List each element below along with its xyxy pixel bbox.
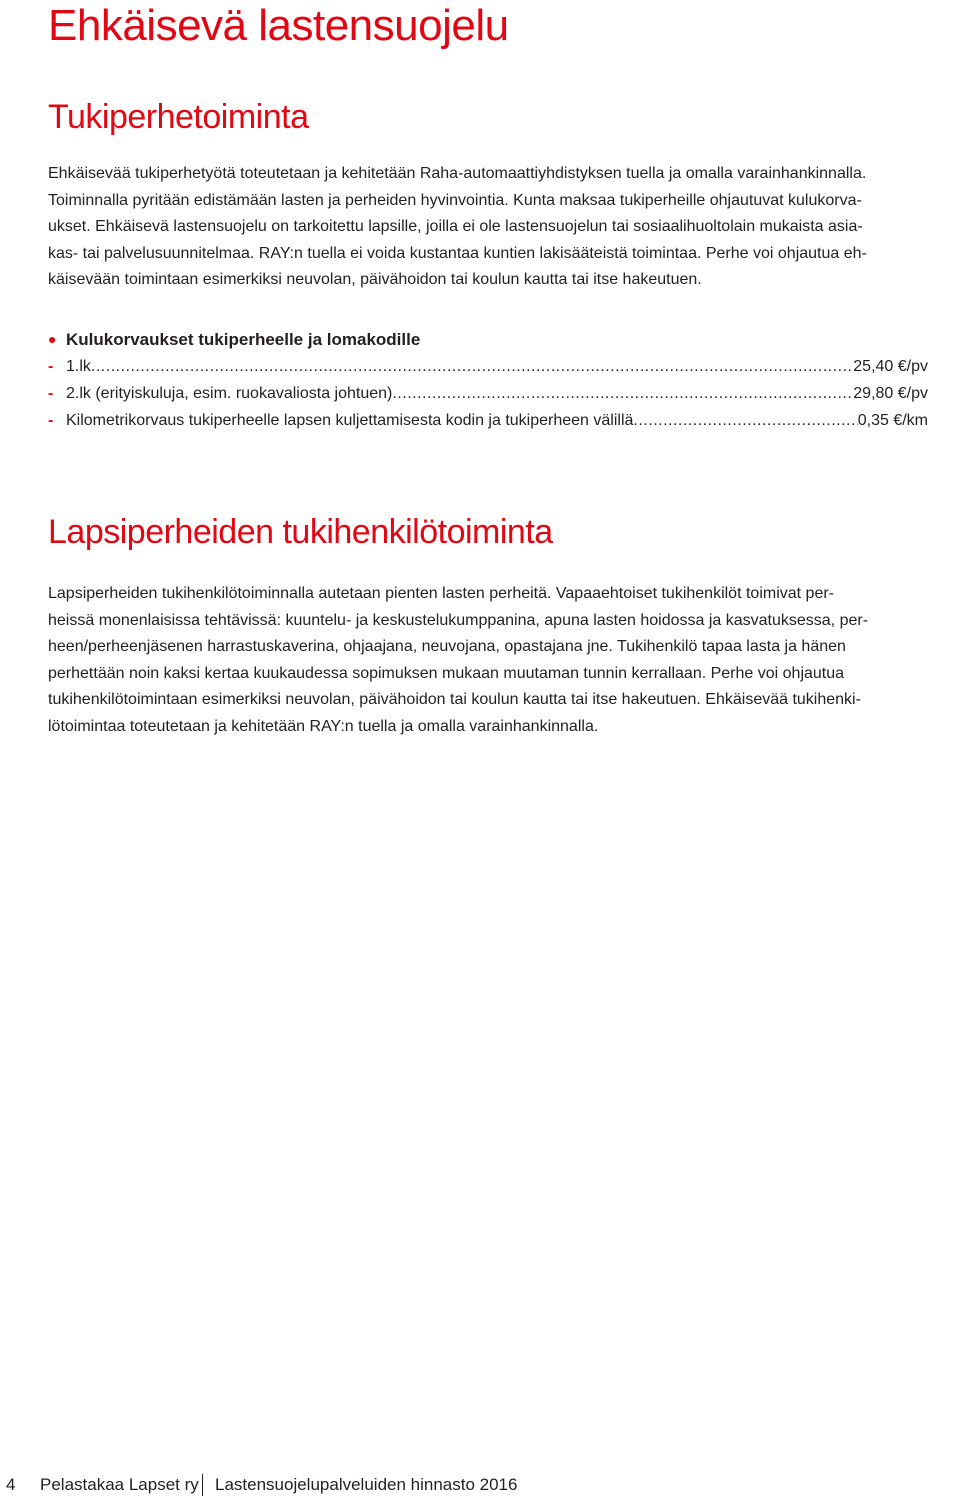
rate-price: 0,35 €/km <box>857 412 928 429</box>
dash-icon: - <box>48 358 54 375</box>
paragraph-line: ukset. Ehkäisevä lastensuojelu on tarkoitettu lapsille, joilla ei ole lastensuojelun tai sosiaalihuoltolain mukaista asia- <box>48 218 863 235</box>
paragraph-line: Lapsiperheiden tukihenkilötoiminnalla autetaan pienten lasten perheitä. Vapaaehtoiset tukihenkilöt toimivat per- <box>48 585 834 602</box>
page-number: 4 <box>6 1475 16 1494</box>
footer-publication: Lastensuojelupalveluiden hinnasto 2016 <box>215 1475 518 1494</box>
rates-list-heading-text: Kulukorvaukset tukiperheelle ja lomakodille <box>66 330 421 349</box>
rate-item <box>48 353 928 380</box>
rate-price: 25,40 €/pv <box>853 358 928 375</box>
rates-list <box>48 353 928 434</box>
dash-icon: - <box>48 385 54 402</box>
section-heading-tukiperhetoiminta: Tukiperhetoiminta <box>48 98 309 136</box>
page-title: Ehkäisevä lastensuojelu <box>48 1 509 50</box>
paragraph-line: lötoimintaa toteutetaan ja kehitetään RAY:n tuella ja omalla varainhankinnalla. <box>48 717 599 735</box>
paragraph-line: heen/perheenjäsenen harrastuskaverina, ohjaajana, neuvojana, opastajana jne. Tukihenkilö tapaa lasta ja hänen <box>48 638 846 655</box>
rates-list-heading <box>48 326 420 353</box>
paragraph-line: tukihenkilötoimintaan esimerkiksi neuvolan, päivähoidon tai koulun kautta tai itse hakeutuen. Ehkäisevää tukihenki- <box>48 691 861 708</box>
paragraph-line: Toiminnalla pyritään edistämään lasten ja perheiden hyvinvointia. Kunta maksaa tukiperheille ohjautuvat kulukorva- <box>48 191 862 209</box>
dot-leader <box>633 407 857 434</box>
footer-organization: Pelastakaa Lapset ry <box>40 1475 199 1494</box>
rate-price: 29,80 €/pv <box>853 385 928 402</box>
rate-label: 2.lk (erityiskuluja, esim. ruokavaliosta johtuen) <box>66 385 393 402</box>
paragraph-line: kas- tai palvelusuunnitelmaa. RAY:n tuella ei voida kustantaa kuntien lakisääteistä toimintaa. Perhe voi ohjautua eh- <box>48 244 867 262</box>
dot-leader <box>91 353 853 380</box>
section-heading-tukihenkilotoiminta: Lapsiperheiden tukihenkilötoiminta <box>48 513 553 551</box>
dot-leader <box>392 380 853 407</box>
paragraph-line: perhettään noin kaksi kertaa kuukaudessa sopimuksen mukaan muutaman tunnin kerrallaan. Perhe voi ohjautua <box>48 664 845 682</box>
rate-label: Kilometrikorvaus tukiperheelle lapsen kuljettamisesta kodin ja tukiperheen välillä <box>66 412 634 429</box>
tukiperhetoiminta-paragraph <box>48 161 948 294</box>
rate-item <box>48 380 928 407</box>
bullet-icon: ● <box>48 331 57 347</box>
footer-divider <box>202 1474 203 1496</box>
rate-label: 1.lk <box>66 358 91 375</box>
paragraph-line: Ehkäisevää tukiperhetyötä toteutetaan ja kehitetään Raha-automaattiyhdistyksen tuella ja omalla varainhankinnalla. <box>48 165 867 182</box>
rate-item <box>48 407 928 434</box>
tukihenkilotoiminta-paragraph <box>48 581 948 740</box>
paragraph-line: käisevään toimintaan esimerkiksi neuvolan, päivähoidon tai koulun kautta tai itse hakeutuen. <box>48 271 702 288</box>
paragraph-line: heissä monenlaisissa tehtävissä: kuuntelu- ja keskustelukumppanina, apuna lasten hoidossa ja kasvatuksessa, per- <box>48 611 869 629</box>
dash-icon: - <box>48 412 54 429</box>
